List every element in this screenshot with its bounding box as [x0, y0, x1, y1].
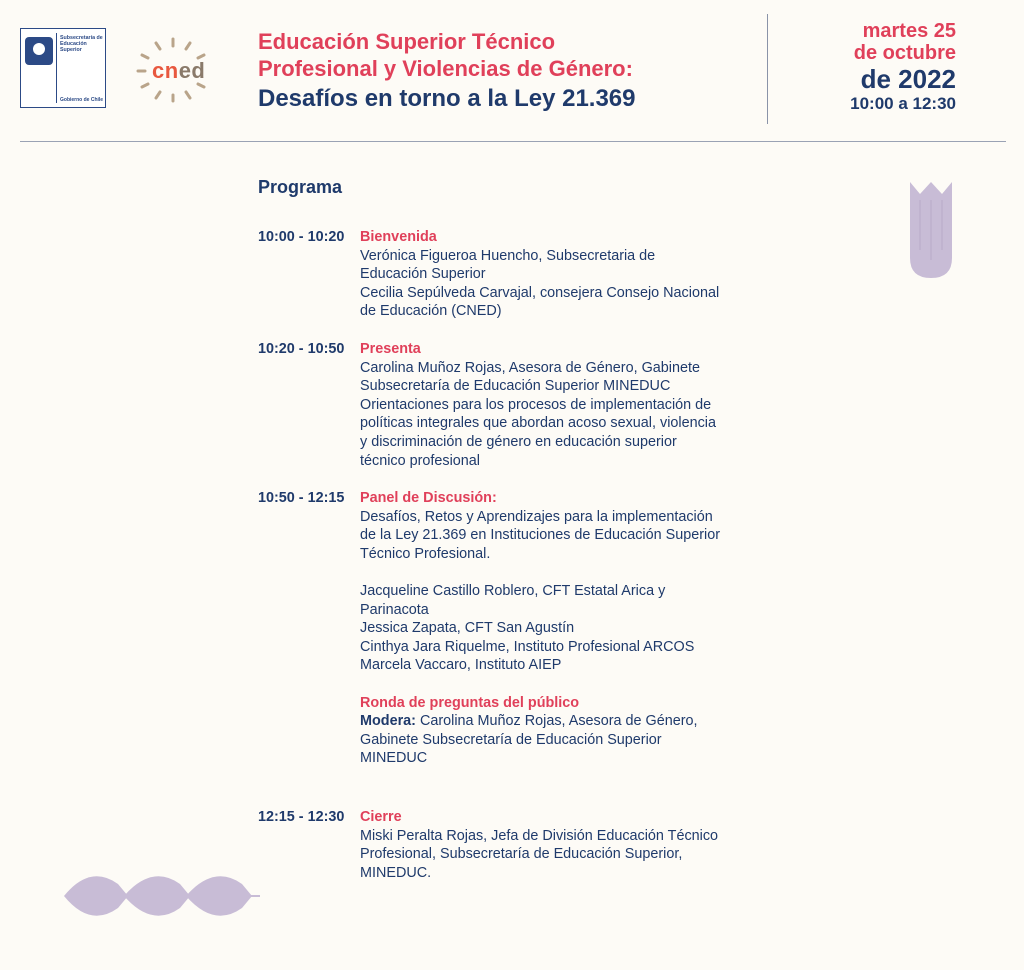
- program-item-bienvenida: [258, 228, 768, 321]
- header-rule: [20, 141, 1006, 142]
- item-line: de la Ley 21.369 en Instituciones de Educación Superior: [360, 527, 721, 544]
- item-line: y discriminación de género en educación superior: [360, 433, 677, 450]
- item-line: MINEDUC: [360, 750, 428, 767]
- chile-emblem-icon: [25, 37, 53, 65]
- item-label: Cierre: [360, 809, 402, 825]
- leaf-garland-decoration-icon: [62, 866, 262, 926]
- program-title: Programa: [258, 177, 343, 197]
- title-line-1: Educación Superior Técnico: [258, 29, 556, 54]
- date-month: de octubre: [853, 42, 956, 64]
- item-time: 12:15 - 12:30: [258, 809, 345, 825]
- item-line: técnico profesional: [360, 452, 480, 469]
- questions-label: Ronda de preguntas del público: [360, 694, 580, 711]
- item-line: Verónica Figueroa Huencho, Subsecretaria de: [360, 247, 656, 264]
- item-time: 10:20 - 10:50: [258, 341, 345, 357]
- panelist-line: Marcela Vaccaro, Instituto AIEP: [360, 657, 562, 674]
- panelist-line: Cinthya Jara Riquelme, Instituto Profesional ARCOS: [360, 638, 695, 655]
- panelist-line: Jessica Zapata, CFT San Agustín: [360, 620, 575, 637]
- panelist-line: Jacqueline Castillo Roblero, CFT Estatal Arica y: [360, 582, 666, 599]
- item-line: Desafíos, Retos y Aprendizajes para la implementación: [360, 508, 713, 525]
- item-label: Panel de Discusión:: [360, 490, 497, 506]
- event-title: [258, 28, 738, 112]
- program-item-cierre: [258, 808, 768, 882]
- panelist-line: Parinacota: [360, 601, 429, 618]
- moderator-line: Modera: Carolina Muñoz Rojas, Asesora de Género,: [360, 713, 698, 730]
- date-time-range: 10:00 a 12:30: [850, 94, 956, 113]
- moderator-label: Modera:: [360, 713, 416, 730]
- program-item-panel: [258, 489, 768, 768]
- cned-logo-text: cned: [152, 58, 206, 83]
- program-item-presenta: [258, 340, 768, 470]
- item-line: MINEDUC.: [360, 864, 432, 881]
- item-line: Educación Superior: [360, 266, 486, 283]
- header: [0, 0, 1024, 142]
- item-line: Miski Peralta Rojas, Jefa de División Educación Técnico: [360, 827, 719, 844]
- tulip-decoration-icon: [906, 180, 956, 280]
- gobierno-de-chile-logo: [20, 28, 106, 108]
- item-line: Cecilia Sepúlveda Carvajal, consejera Consejo Nacional: [360, 284, 720, 301]
- item-line: Subsecretaría de Educación Superior MINEDUC: [360, 378, 671, 395]
- item-line: Técnico Profesional.: [360, 545, 491, 562]
- date-year: de 2022: [860, 64, 956, 94]
- item-label: Bienvenida: [360, 229, 437, 245]
- item-time: 10:00 - 10:20: [258, 229, 345, 245]
- item-line: políticas integrales que abordan acoso sexual, violencia: [360, 415, 716, 432]
- item-line: Gabinete Subsecretaría de Educación Superior: [360, 731, 662, 748]
- event-date: [850, 20, 956, 114]
- item-time: 10:50 - 12:15: [258, 490, 345, 506]
- item-line: de Educación (CNED): [360, 303, 502, 320]
- title-line-3: Desafíos en torno a la Ley 21.369: [258, 85, 636, 112]
- item-line: Orientaciones para los procesos de implementación de: [360, 396, 712, 413]
- item-label: Presenta: [360, 341, 421, 357]
- item-line: Carolina Muñoz Rojas, Asesora de Género, Gabinete: [360, 359, 700, 376]
- date-weekday: martes 25: [862, 20, 956, 42]
- item-line: Profesional, Subsecretaría de Educación Superior,: [360, 846, 683, 863]
- header-divider: [767, 14, 768, 124]
- logo-subsecretaria-text: Subsecretaría de Educación Superior: [60, 35, 103, 53]
- logo-gobierno-text: Gobierno de Chile: [60, 97, 104, 103]
- title-line-2: Profesional y Violencias de Género:: [258, 56, 633, 81]
